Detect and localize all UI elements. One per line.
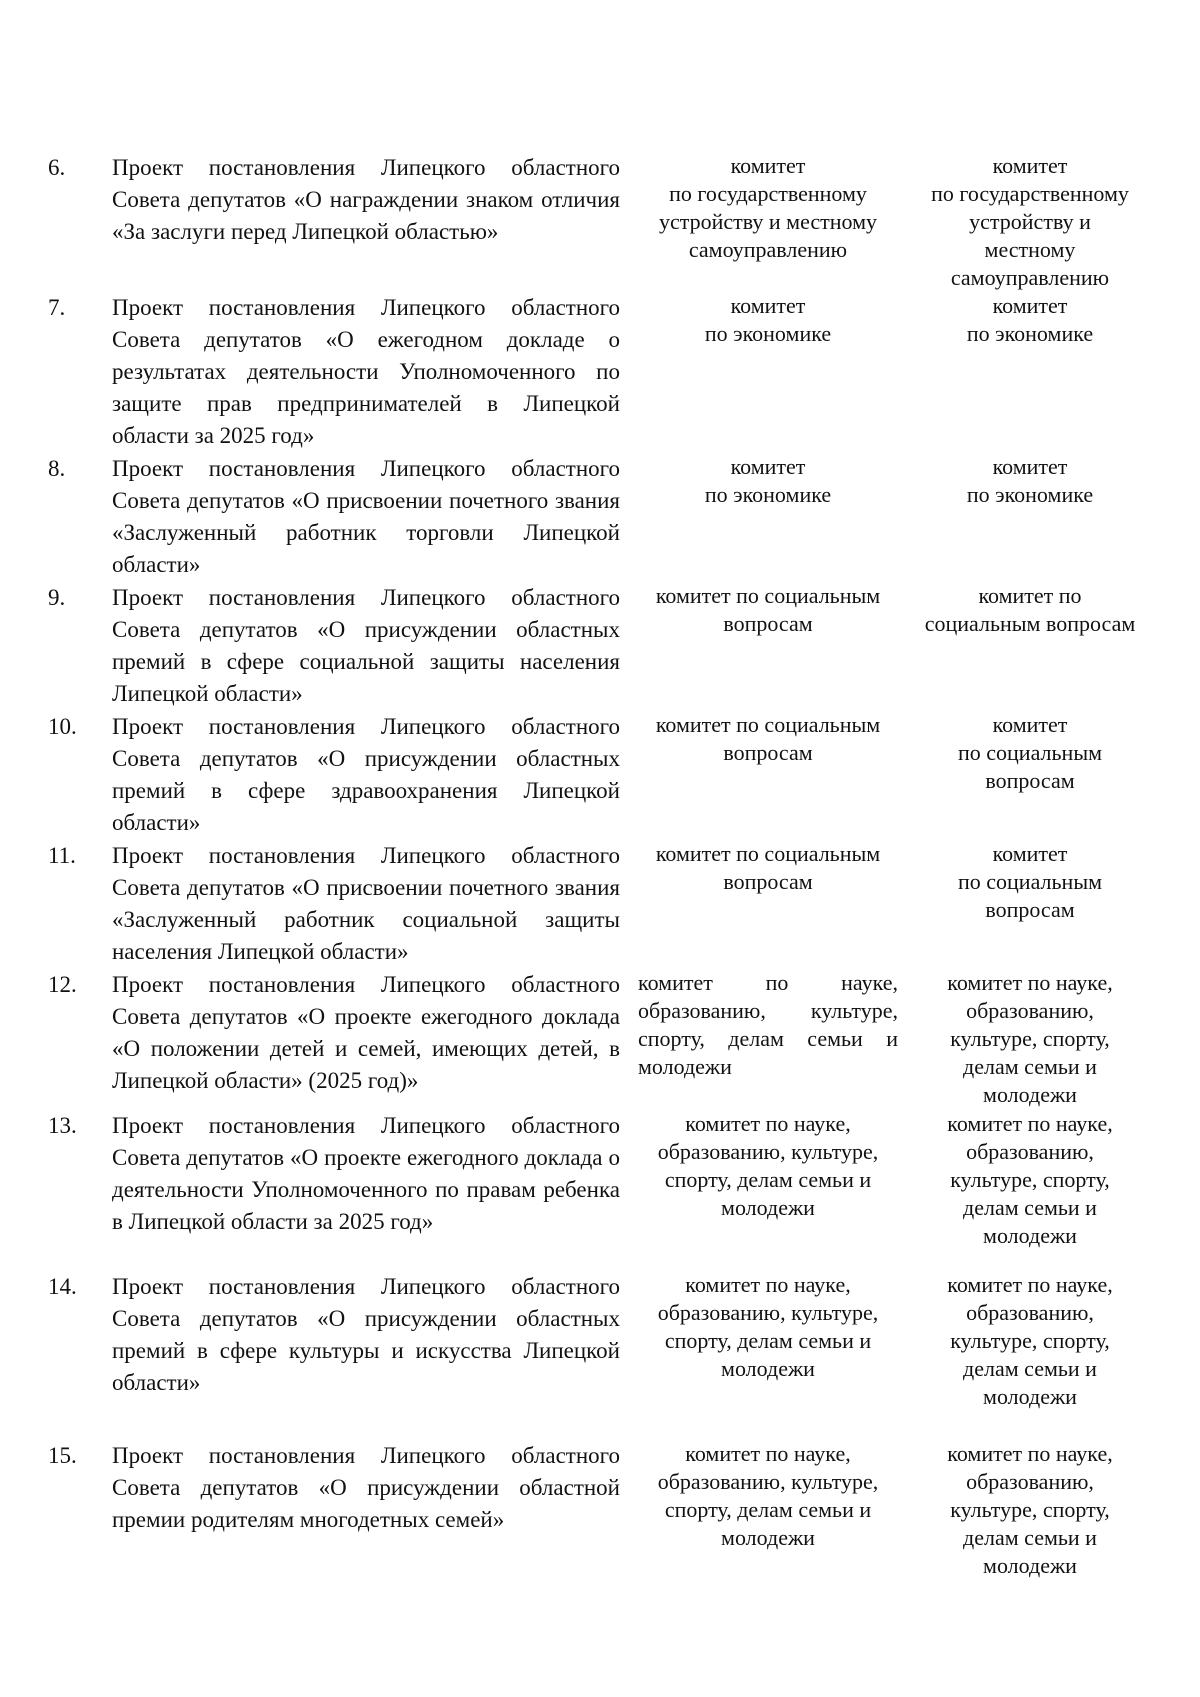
responsible-committee bbox=[638, 840, 898, 896]
co-executor-line: по социальным bbox=[957, 869, 1103, 894]
co-executor-line: молодежи bbox=[983, 1553, 1077, 1578]
responsible-committee bbox=[638, 453, 898, 509]
co-executor-line: культуре, спорту, bbox=[950, 1497, 1110, 1522]
row-description: Проект постановления Липецкого областного Совета депутатов «О присуждении областной премии родителям многодетных семей» bbox=[112, 1443, 620, 1532]
responsible-line: молодежи bbox=[721, 1356, 815, 1381]
co-executor-line: комитет bbox=[992, 153, 1068, 178]
responsible-line: комитет по социальным bbox=[655, 841, 881, 866]
responsible-line: по экономике bbox=[704, 321, 832, 346]
row-description: Проект постановления Липецкого областного Совета депутатов «О проекте ежегодного доклада о деятельности Уполномоченного по правам ребенка в Липецкой области за 2025 год» bbox=[112, 1113, 620, 1234]
responsible-line: самоуправлению bbox=[688, 237, 848, 262]
row-description: Проект постановления Липецкого областного Совета депутатов «О присуждении областных премий в сфере здравоохранения Липецкой области» bbox=[112, 714, 620, 835]
row-description: Проект постановления Липецкого областного Совета депутатов «О ежегодном докладе о результатах деятельности Уполномоченного по защите прав предпринимателей в Липецкой области за 2025 год» bbox=[112, 295, 620, 448]
row-number: 11. bbox=[48, 843, 76, 868]
co-executor-committee bbox=[908, 292, 1152, 348]
co-executor-line: делам семьи и bbox=[963, 1356, 1097, 1381]
responsible-line: спорту, делам семьи и bbox=[664, 1497, 872, 1522]
co-executor-committee bbox=[908, 840, 1152, 924]
responsible-line: комитет bbox=[730, 153, 806, 178]
row-number: 8. bbox=[48, 456, 66, 481]
co-executor-line: комитет по науке, bbox=[947, 1441, 1113, 1466]
co-executor-line: культуре, спорту, bbox=[950, 1026, 1110, 1051]
row-description: Проект постановления Липецкого областного Совета депутатов «О присвоении почетного звания «Заслуженный работник торговли Липецкой области» bbox=[112, 456, 620, 577]
responsible-committee: комитет по науке, образованию, культуре, спорту, делам семьи и молодежи bbox=[638, 970, 898, 1079]
co-executor-line: устройству и bbox=[969, 209, 1091, 234]
row-number: 7. bbox=[48, 295, 66, 320]
co-executor-line: комитет bbox=[992, 712, 1068, 737]
responsible-line: комитет bbox=[730, 454, 806, 479]
co-executor-line: образованию, bbox=[966, 1300, 1094, 1325]
responsible-line: образованию, культуре, bbox=[657, 1300, 879, 1325]
responsible-line: спорту, делам семьи и bbox=[664, 1167, 872, 1192]
responsible-line: по экономике bbox=[704, 482, 832, 507]
co-executor-line: по государственному bbox=[931, 181, 1129, 206]
co-executor-line: комитет по науке, bbox=[947, 970, 1113, 995]
row-number: 13. bbox=[48, 1113, 77, 1138]
responsible-committee bbox=[638, 1110, 898, 1222]
co-executor-line: культуре, спорту, bbox=[950, 1167, 1110, 1192]
co-executor-line: по экономике bbox=[966, 482, 1094, 507]
co-executor-line: по социальным bbox=[957, 740, 1103, 765]
co-executor-committee bbox=[908, 1110, 1152, 1250]
responsible-line: вопросам bbox=[723, 740, 813, 765]
co-executor-line: вопросам bbox=[985, 897, 1075, 922]
responsible-line: комитет bbox=[730, 293, 806, 318]
co-executor-line: молодежи bbox=[983, 1082, 1077, 1107]
row-description: Проект постановления Липецкого областного Совета депутатов «О присуждении областных премий в сфере культуры и искусства Липецкой области» bbox=[112, 1274, 620, 1395]
responsible-committee bbox=[638, 582, 898, 638]
co-executor-committee bbox=[908, 711, 1152, 795]
responsible-committee bbox=[638, 292, 898, 348]
co-executor-committee bbox=[908, 152, 1152, 292]
row-description: Проект постановления Липецкого областного Совета депутатов «О проекте ежегодного доклада «О положении детей и семей, имеющих детей, в Липецкой области» (2025 год)» bbox=[112, 972, 620, 1093]
responsible-line: комитет по социальным bbox=[655, 712, 881, 737]
responsible-committee bbox=[638, 711, 898, 767]
responsible-line: спорту, делам семьи и bbox=[664, 1328, 872, 1353]
responsible-line: комитет по науке, bbox=[685, 1441, 851, 1466]
co-executor-line: комитет bbox=[992, 293, 1068, 318]
co-executor-committee bbox=[908, 582, 1152, 638]
responsible-line: устройству и местному bbox=[658, 209, 878, 234]
row-number: 10. bbox=[48, 714, 77, 739]
row-number: 12. bbox=[48, 972, 77, 997]
row-number: 9. bbox=[48, 585, 66, 610]
row-description: Проект постановления Липецкого областного Совета депутатов «О присуждении областных премий в сфере социальной защиты населения Липецкой области» bbox=[112, 585, 620, 706]
responsible-committee bbox=[638, 1271, 898, 1383]
co-executor-line: социальным вопросам bbox=[924, 611, 1136, 636]
responsible-line: молодежи bbox=[721, 1195, 815, 1220]
responsible-committee bbox=[638, 1440, 898, 1552]
co-executor-line: молодежи bbox=[983, 1384, 1077, 1409]
responsible-line: образованию, культуре, bbox=[657, 1139, 879, 1164]
co-executor-line: образованию, bbox=[966, 1139, 1094, 1164]
row-number: 14. bbox=[48, 1274, 77, 1299]
row-number: 15. bbox=[48, 1443, 77, 1468]
co-executor-line: образованию, bbox=[966, 1469, 1094, 1494]
co-executor-committee bbox=[908, 969, 1152, 1109]
co-executor-committee bbox=[908, 453, 1152, 509]
co-executor-committee bbox=[908, 1271, 1152, 1411]
co-executor-line: образованию, bbox=[966, 998, 1094, 1023]
co-executor-line: местному bbox=[984, 237, 1076, 262]
co-executor-line: делам семьи и bbox=[963, 1525, 1097, 1550]
co-executor-line: молодежи bbox=[983, 1223, 1077, 1248]
co-executor-line: делам семьи и bbox=[963, 1054, 1097, 1079]
responsible-line: образованию, культуре, bbox=[657, 1469, 879, 1494]
responsible-line: комитет по науке, bbox=[685, 1111, 851, 1136]
row-description: Проект постановления Липецкого областного Совета депутатов «О награждении знаком отличия «За заслуги перед Липецкой областью» bbox=[112, 155, 620, 244]
co-executor-line: культуре, спорту, bbox=[950, 1328, 1110, 1353]
co-executor-line: по экономике bbox=[966, 321, 1094, 346]
co-executor-line: делам семьи и bbox=[963, 1195, 1097, 1220]
co-executor-line: комитет по науке, bbox=[947, 1272, 1113, 1297]
responsible-committee bbox=[638, 152, 898, 264]
responsible-line: вопросам bbox=[723, 869, 813, 894]
responsible-line: комитет по науке, bbox=[685, 1272, 851, 1297]
row-number: 6. bbox=[48, 155, 66, 180]
responsible-line: вопросам bbox=[723, 611, 813, 636]
row-description: Проект постановления Липецкого областного Совета депутатов «О присвоении почетного звания «Заслуженный работник социальной защиты населения Липецкой области» bbox=[112, 843, 620, 964]
co-executor-line: комитет по bbox=[978, 583, 1082, 608]
co-executor-committee bbox=[908, 1440, 1152, 1580]
responsible-line: комитет по социальным bbox=[655, 583, 881, 608]
co-executor-line: комитет по науке, bbox=[947, 1111, 1113, 1136]
co-executor-line: вопросам bbox=[985, 768, 1075, 793]
co-executor-line: комитет bbox=[992, 841, 1068, 866]
responsible-line: по государственному bbox=[669, 181, 867, 206]
co-executor-line: комитет bbox=[992, 454, 1068, 479]
co-executor-line: самоуправлению bbox=[950, 265, 1110, 290]
responsible-line: молодежи bbox=[721, 1525, 815, 1550]
